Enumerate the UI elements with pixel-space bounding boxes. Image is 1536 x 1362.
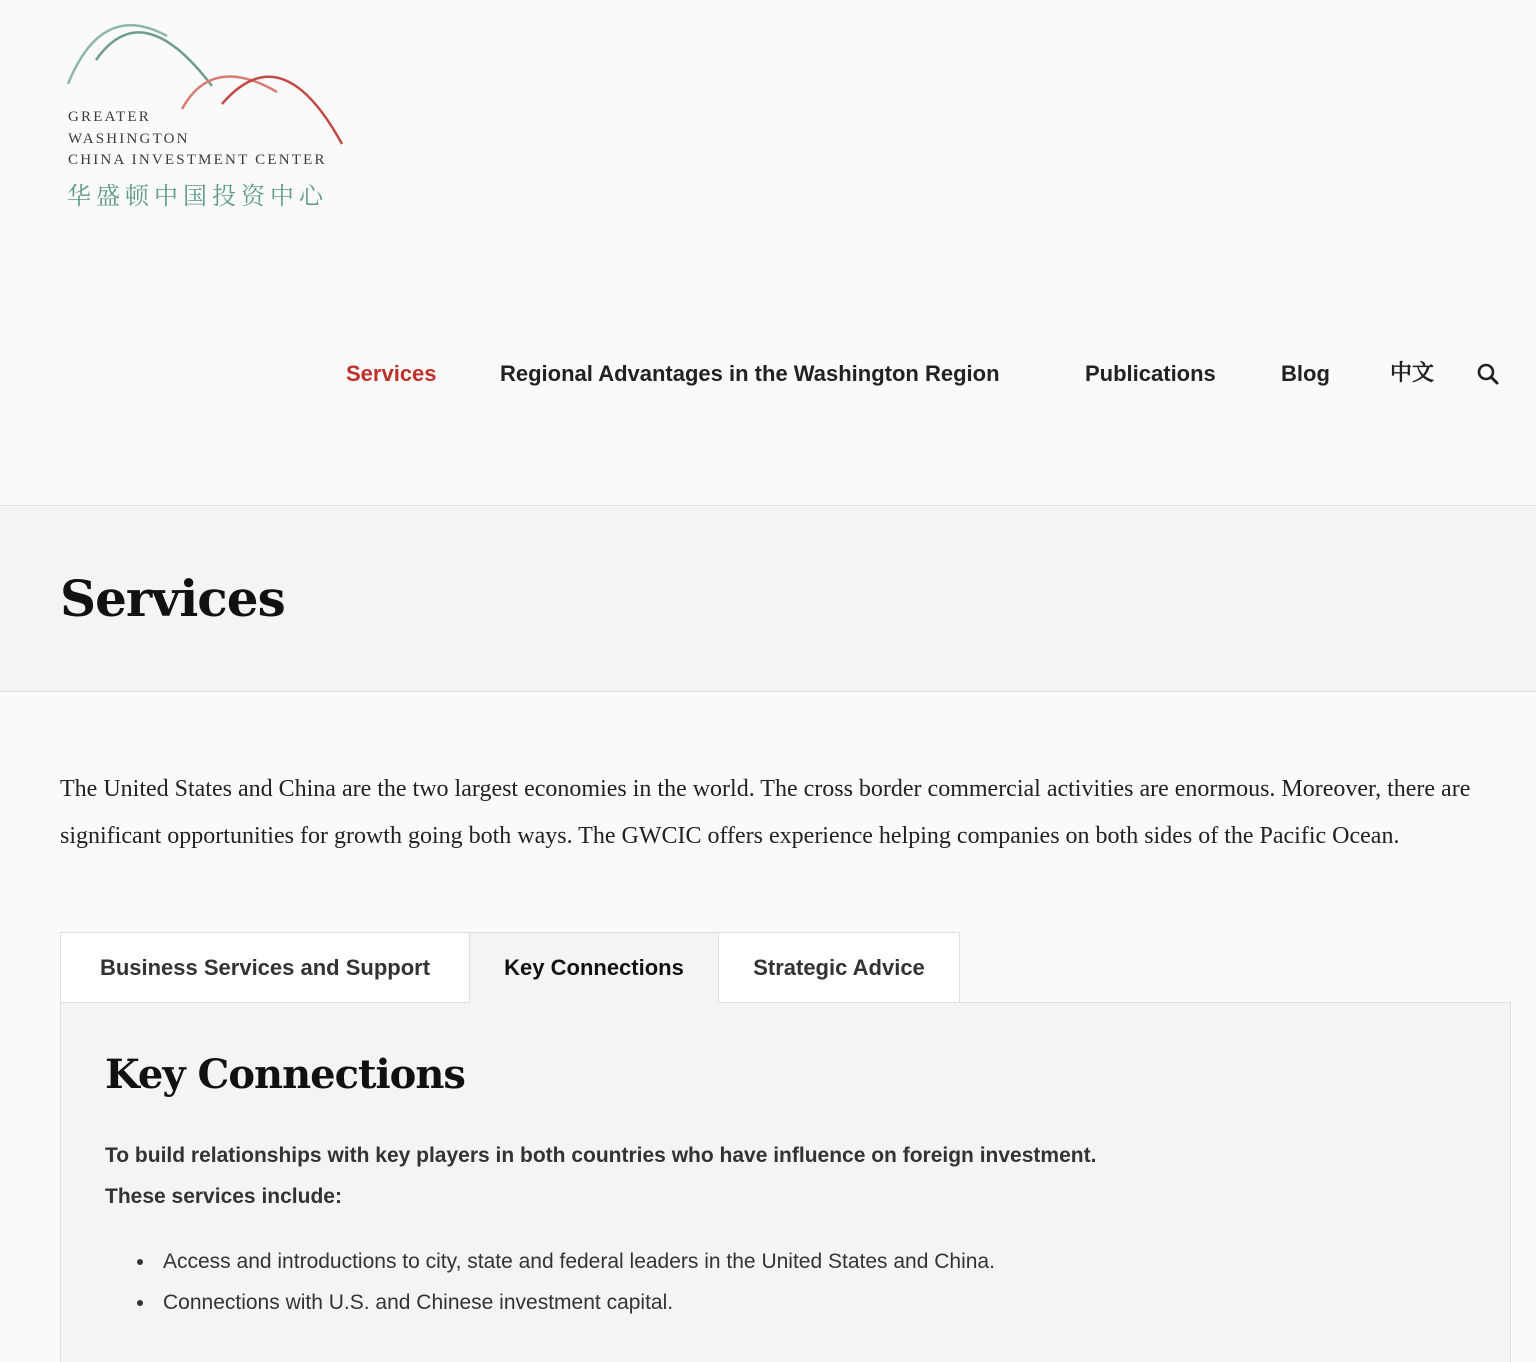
bullet-icon (137, 1259, 143, 1265)
logo-text-chinese: 华盛顿中国投资中心 (67, 182, 328, 210)
page-title-bar (0, 507, 1536, 692)
panel-lead-line: These services include: (105, 1185, 342, 1208)
tab-business-services[interactable]: Business Services and Support (60, 932, 470, 1003)
logo-text-washington: WASHINGTON (68, 131, 190, 147)
nav-item-services[interactable]: Services (346, 361, 437, 386)
main-nav (0, 358, 1536, 390)
nav-item-regional-advantages[interactable]: Regional Advantages in the Washington Region (500, 361, 1000, 386)
panel-title: Key Connections (105, 1051, 465, 1098)
tab-key-connections[interactable]: Key Connections (469, 932, 719, 1003)
panel-lead-line: To build relationships with key players in both countries who have influence on foreign investment. (105, 1144, 1097, 1167)
bullet-icon (137, 1300, 143, 1306)
logo-text-greater: GREATER (68, 109, 151, 125)
list-item-text: Connections with U.S. and Chinese investment capital. (163, 1291, 674, 1314)
logo-text-center: CHINA INVESTMENT CENTER (68, 152, 327, 168)
site-logo[interactable] (62, 14, 362, 214)
list-item (105, 1241, 995, 1282)
tab-panel-key-connections (60, 1002, 1511, 1362)
nav-item-blog[interactable]: Blog (1281, 361, 1330, 386)
nav-item-chinese[interactable]: 中文 (1390, 361, 1435, 386)
services-list (105, 1241, 995, 1323)
tab-strategic-advice[interactable]: Strategic Advice (718, 932, 960, 1003)
page-title: Services (60, 569, 285, 628)
search-icon[interactable] (1476, 362, 1500, 386)
list-item-text: Access and introductions to city, state and federal leaders in the United States and China. (163, 1250, 995, 1273)
panel-lead (105, 1135, 1096, 1217)
intro-paragraph: The United States and China are the two largest economies in the world. The cross border commercial activities are enormous. Moreover, there are significant opportunities for growth going both ways. The GWCIC offers experience helping companies on both sides of the Pacific Ocean. (60, 776, 1471, 849)
services-tabs (60, 932, 960, 1003)
nav-item-publications[interactable]: Publications (1085, 361, 1216, 386)
list-item (105, 1282, 995, 1323)
site-header (0, 0, 1536, 506)
